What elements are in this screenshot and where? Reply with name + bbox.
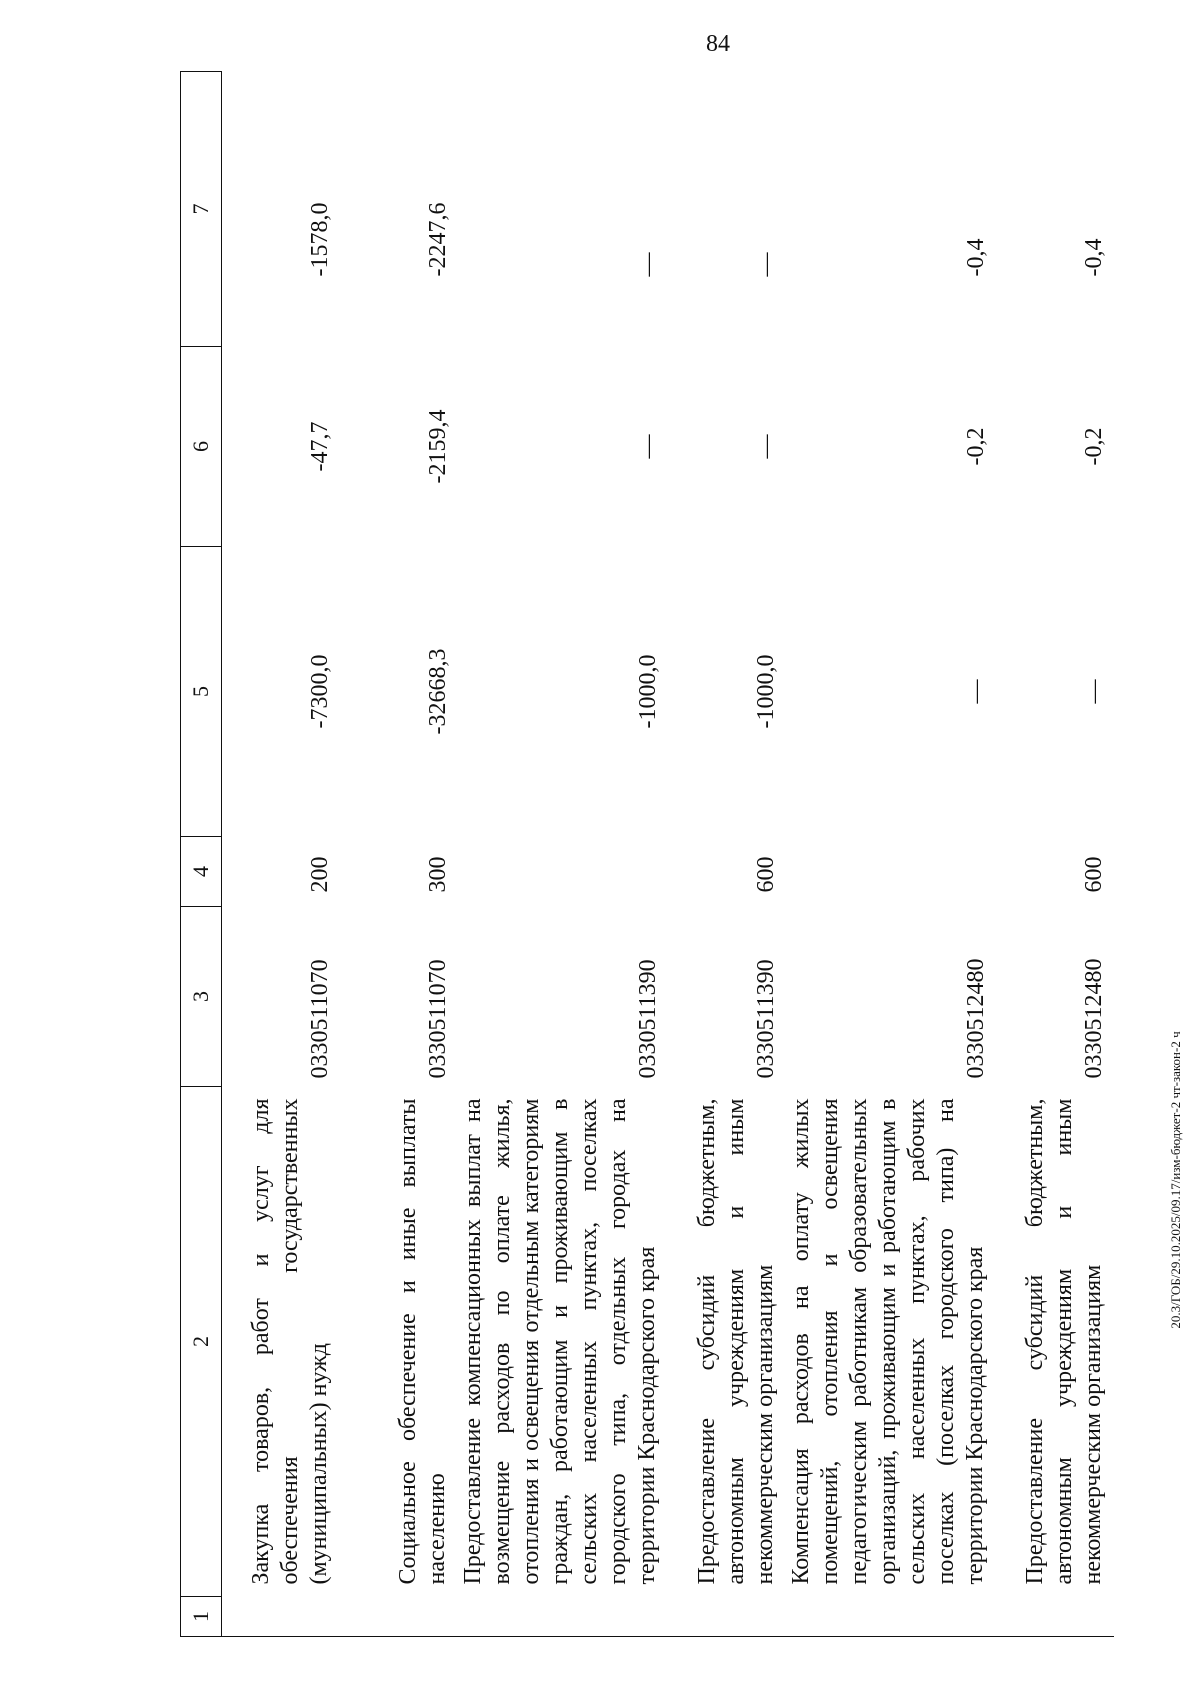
cell-index: [222, 1597, 340, 1637]
header-col-6: 6: [181, 347, 222, 547]
cell-amount-col6: —: [634, 434, 661, 459]
cell-description: Социальное обеспечение и иные выплаты населению: [394, 1098, 450, 1585]
table-row: [668, 72, 786, 1637]
cell-target-code: 0330511390: [752, 959, 779, 1079]
header-col-4: 4: [181, 837, 222, 907]
cell-description: Предоставление субсидий бюджетным, автономным учреждениям и иным некоммерческим организациям: [1021, 1098, 1106, 1585]
table-header-row: [181, 72, 222, 1637]
cell-index: [786, 1597, 996, 1637]
cell-amount-col5: -32668,3: [424, 648, 451, 735]
cell-amount-col5: —: [1080, 679, 1107, 704]
cell-amount-col6: —: [752, 434, 779, 459]
table-row: [786, 72, 996, 1637]
cell-amount-col5: -1000,0: [752, 654, 779, 729]
cell-amount-col6: -2159,4: [424, 409, 451, 484]
cell-amount-col6: -0,2: [1080, 427, 1107, 466]
cell-amount-col7: -1578,0: [306, 202, 333, 277]
cell-expense-type: 200: [306, 856, 333, 893]
cell-amount-col7: -0,4: [962, 238, 989, 277]
cell-expense-type: 600: [752, 856, 779, 893]
table-row: [458, 72, 668, 1637]
cell-amount-col5: —: [962, 679, 989, 704]
footer-document-code: 20.3/ГОБ/29.10.2025/09.17/изм-бюджет-2 чт-закон-2 ч: [1168, 1031, 1183, 1329]
header-col-7: 7: [181, 72, 222, 347]
table-row: [996, 72, 1114, 1637]
cell-amount-col5: -7300,0: [306, 654, 333, 729]
header-col-1: 1: [181, 1597, 222, 1637]
cell-description: Предоставление субсидий бюджетным, автономным учреждениям и иным некоммерческим организациям: [693, 1098, 778, 1585]
cell-amount-col7: -2247,6: [424, 202, 451, 277]
cell-amount-col7: -0,4: [1080, 238, 1107, 277]
cell-expense-type: 300: [424, 856, 451, 893]
header-col-2: 2: [181, 1087, 222, 1597]
page-number: 84: [706, 31, 730, 57]
cell-target-code: 0330512480: [1080, 958, 1107, 1079]
cell-expense-type: [786, 837, 996, 907]
header-col-3: 3: [181, 907, 222, 1087]
header-col-5: 5: [181, 547, 222, 837]
cell-target-code: 0330511070: [306, 959, 333, 1079]
cell-expense-type: 600: [1080, 856, 1107, 893]
cell-description: Закупка товаров, работ и услуг для обеспечения государственных (муниципальных) нужд: [247, 1098, 332, 1585]
cell-index: [996, 1597, 1114, 1637]
cell-amount-col6: -0,2: [962, 427, 989, 466]
cell-description: Компенсация расходов на оплату жилых помещений, отопления и освещения педагогическим работникам образовательных организаций, проживающим и работающим в сельских населенных пунктах, рабочих поселках (поселках городского типа) на территории Краснодарского края: [787, 1098, 988, 1585]
cell-amount-col6: -47,7: [306, 421, 333, 472]
cell-target-code: 0330511070: [424, 959, 451, 1079]
cell-description: Предоставление компенсационных выплат на возмещение расходов по оплате жилья, отопления и освещения отдельным категориям граждан, работающим и проживающим в сельских населенных пунктах, поселках городского типа, отдельных городах на территории Краснодарского края: [459, 1098, 660, 1585]
cell-amount-col7: —: [634, 252, 661, 277]
table-row: [222, 72, 340, 1637]
table-row: [340, 72, 458, 1637]
cell-target-code: 0330512480: [962, 958, 989, 1079]
cell-index: [340, 1597, 458, 1637]
budget-table: [180, 71, 1114, 1637]
cell-expense-type: [458, 837, 668, 907]
cell-target-code: 0330511390: [634, 959, 661, 1079]
cell-amount-col5: -1000,0: [634, 654, 661, 729]
cell-amount-col7: —: [752, 252, 779, 277]
rotated-table-container: [180, 72, 1107, 1637]
cell-index: [668, 1597, 786, 1637]
cell-index: [458, 1597, 668, 1637]
